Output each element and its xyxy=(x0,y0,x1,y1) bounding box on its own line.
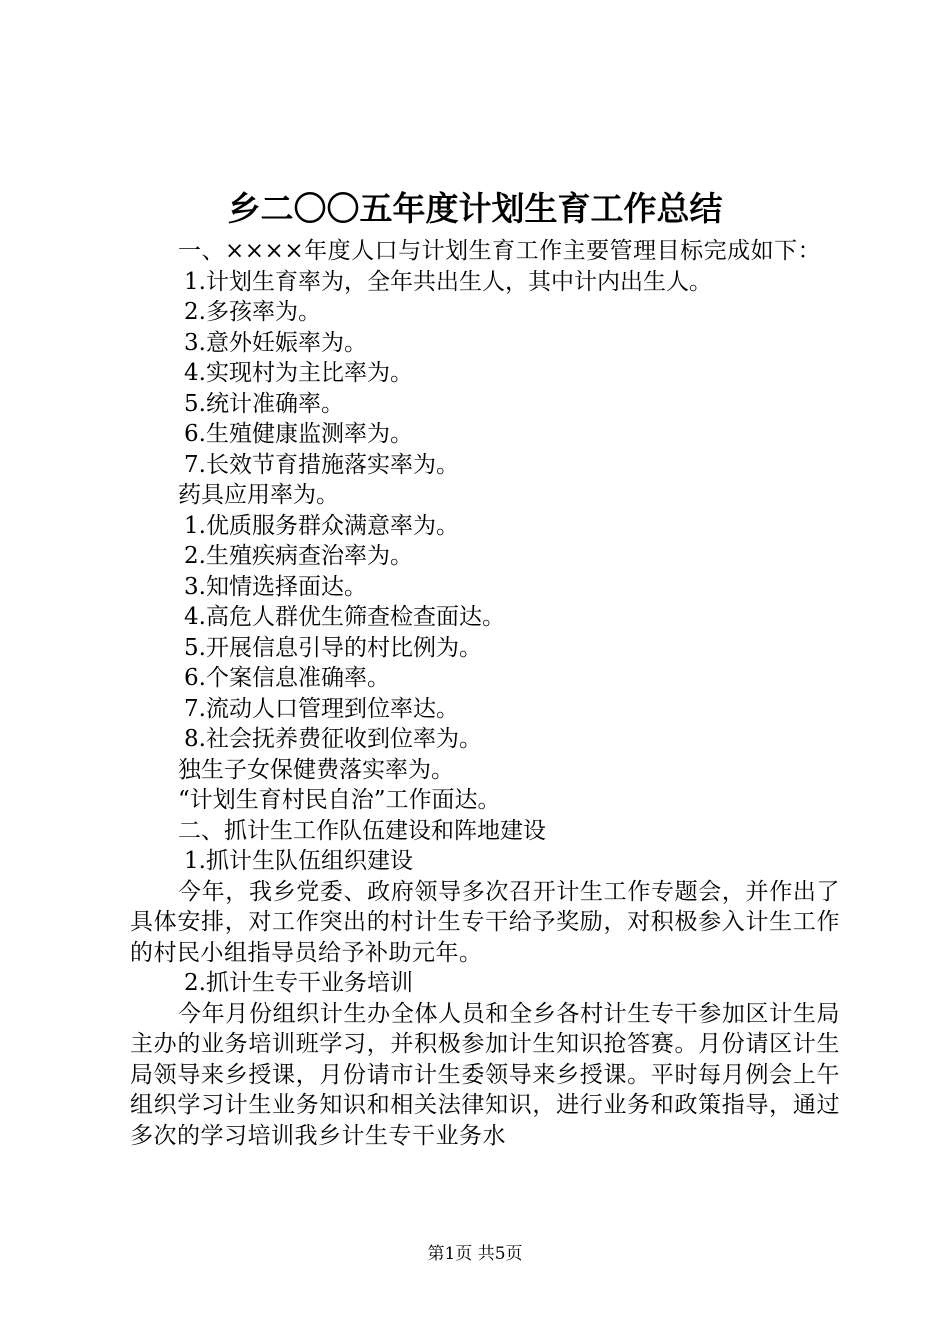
document-body xyxy=(130,236,840,1151)
list-item: 2.生殖疾病查治率为。 xyxy=(184,543,413,569)
list-item: 4.高危人群优生筛查检查面达。 xyxy=(184,604,505,630)
list-item: 2.抓计生专干业务培训 xyxy=(184,970,413,996)
list-item: 4.实现村为主比率为。 xyxy=(184,360,413,386)
list-item: 8.社会抚养费征收到位率为。 xyxy=(184,726,482,752)
paragraph: 一、××××年度人口与计划生育工作主要管理目标完成如下： xyxy=(178,238,822,264)
document-title: 乡二〇〇五年度计划生育工作总结 xyxy=(227,189,723,228)
list-item: 6.生殖健康监测率为。 xyxy=(184,421,413,447)
paragraph: 独生子女保健费落实率为。 xyxy=(178,756,454,783)
list-item: 3.知情选择面达。 xyxy=(184,573,367,600)
paragraph: “计划生育村民自治”工作面达。 xyxy=(178,787,501,813)
list-item: 1.计划生育率为，全年共出生人，其中计内出生人。 xyxy=(184,268,712,295)
list-item: 7.流动人口管理到位率达。 xyxy=(184,695,459,722)
list-item: 1.抓计生队伍组织建设 xyxy=(184,848,413,874)
list-item: 1.优质服务群众满意率为。 xyxy=(184,512,459,539)
paragraph: 今年，我乡党委、政府领导多次召开计生工作专题会，并作出了具体安排，对工作突出的村计生专干给予奖励，对积极参入计生工作的村民小组指导员给予补助元年。 xyxy=(130,878,840,966)
list-item: 6.个案信息准确率。 xyxy=(184,665,390,691)
list-item: 2.多孩率为。 xyxy=(184,299,321,325)
page-footer: 第1页 共5页 xyxy=(427,1244,523,1264)
list-item: 5.开展信息引导的村比例为。 xyxy=(184,634,482,661)
list-item: 7.长效节育措施落实率为。 xyxy=(184,451,459,478)
paragraph: 二、抓计生工作队伍建设和阵地建设 xyxy=(178,817,546,844)
list-item: 5.统计准确率。 xyxy=(184,390,344,417)
paragraph: 今年月份组织计生办全体人员和全乡各村计生专干参加区计生局主办的业务培训班学习，并积极参加计生知识抢答赛。月份请区计生局领导来乡授课，月份请市计生委领导来乡授课。平时每月例会上午组织学习计生业务知识和相关法律知识，进行业务和政策指导，通过多次的学习培训我乡计生专干业务水 xyxy=(130,1000,840,1149)
paragraph: 药具应用率为。 xyxy=(178,482,339,508)
list-item: 3.意外妊娠率为。 xyxy=(184,329,367,356)
